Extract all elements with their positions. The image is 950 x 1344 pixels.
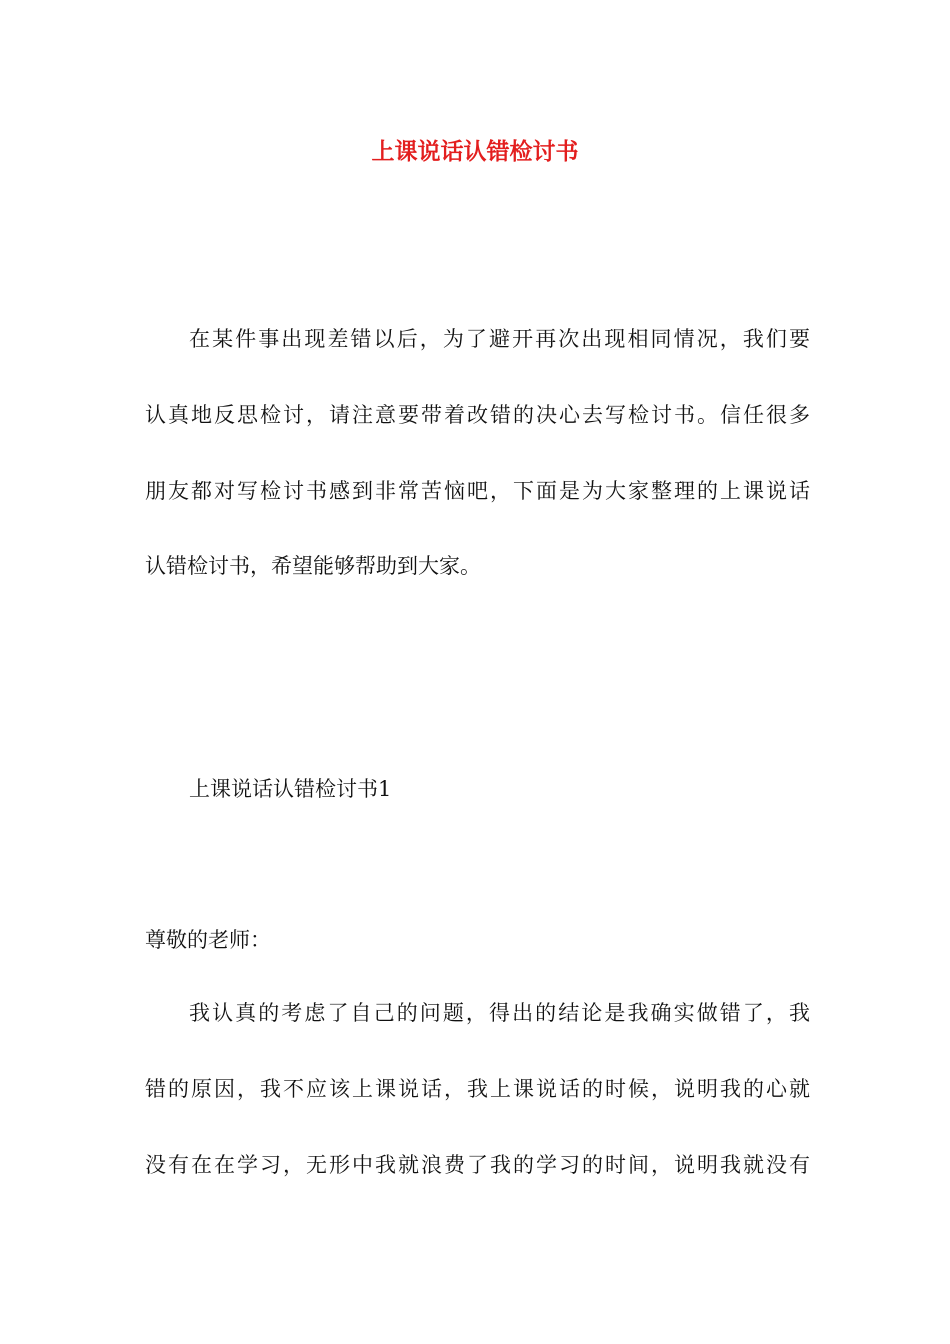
intro-line-1: 在某件事出现差错以后，为了避开再次出现相同情况，我们要: [189, 327, 810, 351]
body-line-2: 错的原因，我不应该上课说话，我上课说话的时候，说明我的心就: [145, 1077, 810, 1101]
intro-line-2: 认真地反思检讨，请注意要带着改错的决心去写检讨书。信任很多: [145, 403, 810, 427]
document-title: 上课说话认错检讨书: [371, 138, 579, 165]
body-line-3: 没有在在学习，无形中我就浪费了我的学习的时间，说明我就没有: [145, 1153, 810, 1177]
intro-line-3: 朋友都对写检讨书感到非常苦恼吧，下面是为大家整理的上课说话: [145, 479, 810, 503]
salutation: 尊敬的老师：: [145, 928, 271, 952]
body-line-1: 我认真的考虑了自己的问题，得出的结论是我确实做错了，我: [189, 1001, 810, 1025]
section-heading: 上课说话认错检讨书1: [189, 777, 392, 801]
intro-line-4: 认错检讨书，希望能够帮助到大家。: [145, 554, 481, 578]
